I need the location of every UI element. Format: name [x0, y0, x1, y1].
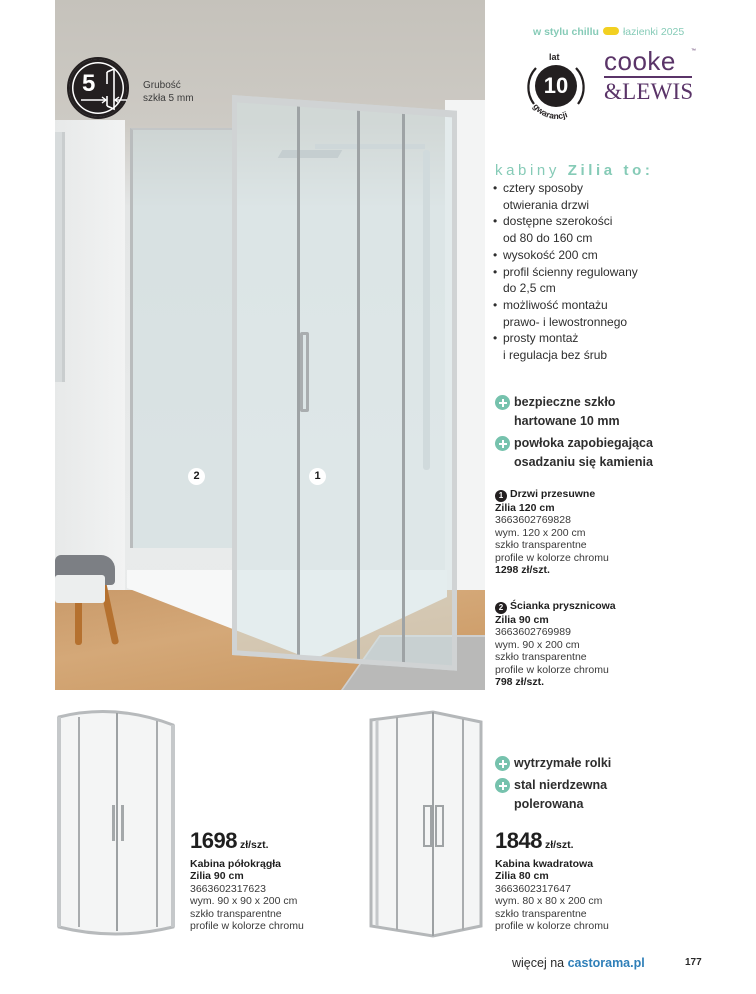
trademark: ™ [691, 48, 696, 54]
heading-bold: Zilia to: [567, 162, 654, 179]
product-title: 1 Drzwi przesuwne [495, 488, 609, 502]
product-profile: profile w kolorze chromu [495, 663, 609, 676]
product-price: 798 zł/szt. [495, 676, 545, 689]
product-title: Kabina kwadratowa [495, 858, 594, 870]
warranty-badge [522, 52, 592, 124]
window [55, 132, 65, 382]
feature-item: • prosty montaż i regulacja bez śrub [493, 330, 638, 363]
marker-badge-1: 1 [309, 468, 326, 485]
product-code: 3663602769828 [495, 514, 571, 527]
product-code: 3663602317623 [190, 882, 266, 895]
features-heading [495, 162, 653, 179]
towel [55, 575, 105, 603]
brand-line2: &LEWIS [604, 78, 694, 104]
product-glass: szkło transparentne [495, 907, 587, 920]
product-square-cabin [495, 830, 609, 932]
square-cabin-image [365, 708, 487, 940]
plus-icon [495, 756, 510, 771]
marker-badge-2: 2 [495, 602, 507, 614]
product-subtitle: Zilia 80 cm [495, 870, 549, 883]
benefit-item: bezpieczne szkło hartowane 10 mm [495, 393, 653, 431]
warranty-label-top: lat [549, 52, 560, 62]
glass-thickness-caption [143, 79, 194, 105]
product-price: 1698 zł/szt. [190, 828, 269, 853]
marker-badge-2: 2 [188, 468, 205, 485]
caption-line: szkła 5 mm [143, 93, 194, 104]
tagline-left: w stylu chillu [533, 26, 599, 38]
product-sliding-door [495, 488, 609, 576]
footer-text: więcej na [512, 956, 568, 970]
glass-divider [402, 114, 405, 662]
footer-more-info [512, 956, 645, 970]
marker-badge-1: 1 [495, 490, 507, 502]
brand-line1: cooke [604, 46, 676, 76]
logo-divider [604, 76, 692, 78]
product-profile: profile w kolorze chromu [495, 551, 609, 564]
product-glass: szkło transparentne [495, 651, 587, 664]
glass-thickness-number: 5 [82, 70, 96, 97]
benefit-item: wytrzymałe rolki [495, 754, 611, 773]
product-code: 3663602769989 [495, 626, 571, 639]
product-profile: profile w kolorze chromu [495, 920, 609, 933]
quadrant-cabin-image [55, 705, 180, 937]
glass-thickness-icon [67, 57, 129, 119]
warranty-years: 10 [535, 65, 577, 107]
brand-logo [604, 48, 696, 103]
glass-arrows-icon [69, 59, 131, 121]
heading-light: kabiny [495, 162, 568, 179]
svg-text:gwarancji: gwarancji [531, 101, 569, 121]
product-glass: szkło transparentne [190, 907, 282, 920]
section-tagline [533, 26, 684, 38]
features-list [493, 180, 638, 364]
product-quadrant-cabin [190, 830, 304, 932]
glass-divider [357, 111, 360, 659]
feature-item: • wysokość 200 cm [493, 247, 638, 264]
product-profile: profile w kolorze chromu [190, 920, 304, 933]
benefit-item: powłoka zapobiegająca osadzaniu się kamienia [495, 434, 653, 472]
page-number: 177 [685, 957, 702, 968]
feature-item: • możliwość montażu prawo- i lewostronnego [493, 297, 638, 330]
product-subtitle: Zilia 90 cm [190, 870, 244, 883]
product-price: 1298 zł/szt. [495, 564, 550, 577]
feature-item: • profil ścienny regulowany do 2,5 cm [493, 264, 638, 297]
product-dimensions: wym. 90 x 200 cm [495, 638, 580, 651]
product-side-panel [495, 600, 616, 688]
benefits-list-top [495, 393, 653, 475]
feature-item: • cztery sposoby otwierania drzwi [493, 180, 638, 213]
product-subtitle: Zilia 120 cm [495, 502, 555, 514]
plus-icon [495, 778, 510, 793]
tagline-right: łazienki 2025 [622, 26, 685, 38]
website-link[interactable]: castorama.pl [567, 956, 645, 970]
wall [55, 120, 125, 590]
sliding-door-glass [232, 95, 457, 671]
product-subtitle: Zilia 90 cm [495, 614, 549, 626]
product-title: Kabina półokrągła [190, 858, 282, 870]
caption-line: Grubość [143, 80, 181, 91]
product-dimensions: wym. 120 x 200 cm [495, 526, 586, 539]
feature-item: • dostępne szerokości od 80 do 160 cm [493, 213, 638, 246]
product-price: 1848 zł/szt. [495, 828, 574, 853]
product-title: 2 Ścianka prysznicowa [495, 600, 616, 614]
benefits-list-bottom [495, 754, 611, 817]
side-panel-glass [130, 128, 235, 548]
plus-icon [495, 436, 510, 451]
product-dimensions: wym. 90 x 90 x 200 cm [190, 895, 298, 908]
product-code: 3663602317647 [495, 882, 571, 895]
benefit-item: stal nierdzewna polerowana [495, 776, 611, 814]
pill-icon [603, 27, 619, 35]
door-handle [300, 332, 309, 412]
product-dimensions: wym. 80 x 80 x 200 cm [495, 895, 603, 908]
product-glass: szkło transparentne [495, 539, 587, 552]
plus-icon [495, 395, 510, 410]
